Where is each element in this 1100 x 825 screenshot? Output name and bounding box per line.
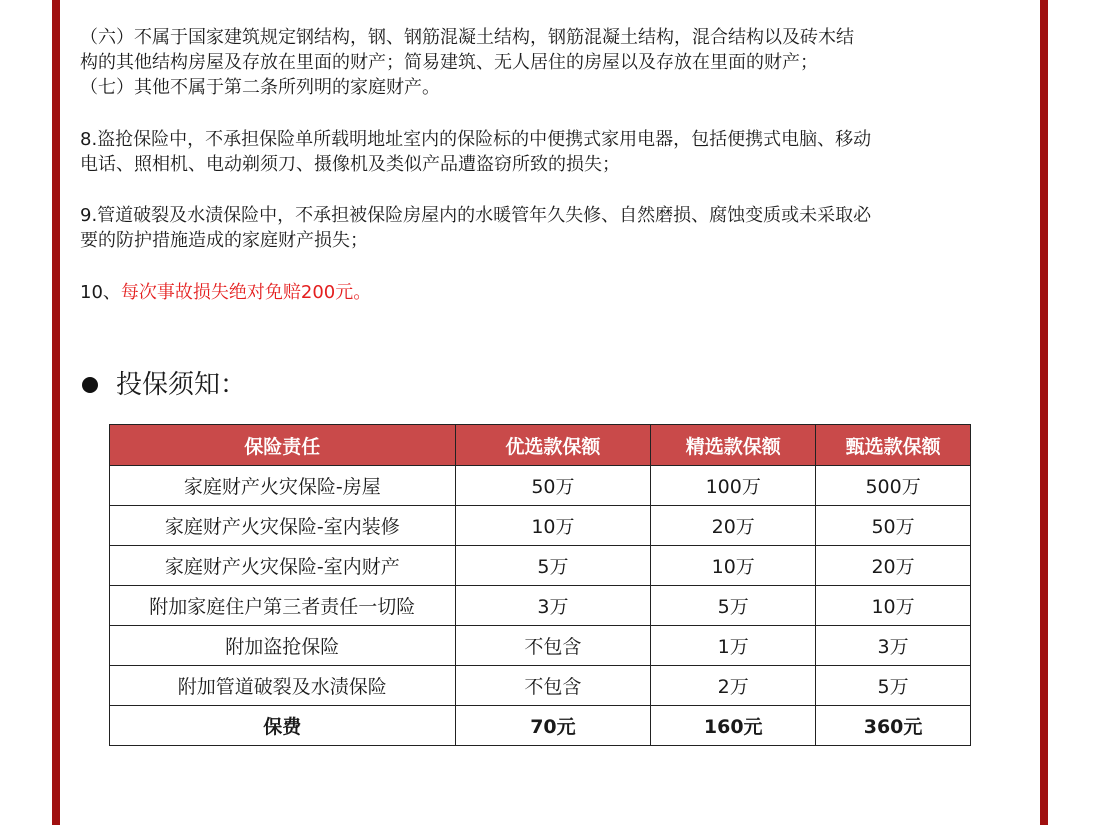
header-plan-standard: 精选款保额 bbox=[651, 425, 816, 466]
text-line: （六）不属于国家建筑规定钢结构，钢、钢筋混凝土结构，钢筋混凝土结构，混合结构以及砖木结 bbox=[80, 27, 854, 48]
table-cell: 1万 bbox=[651, 626, 816, 666]
table-cell: 家庭财产火灾保险-房屋 bbox=[110, 466, 456, 506]
table-cell: 10万 bbox=[651, 546, 816, 586]
table-cell: 10万 bbox=[816, 586, 971, 626]
exclusion-item-9 bbox=[80, 203, 1030, 253]
table-cell: 不包含 bbox=[455, 626, 651, 666]
text-line: 8.盗抢保险中，不承担保险单所载明地址室内的保险标的中便携式家用电器，包括便携式电脑、移动 bbox=[80, 129, 872, 150]
text-line: 构的其他结构房屋及存放在里面的财产；简易建筑、无人居住的房屋以及存放在里面的财产； bbox=[80, 52, 818, 73]
table-cell: 50万 bbox=[816, 506, 971, 546]
table-cell: 50万 bbox=[455, 466, 651, 506]
table-row bbox=[110, 666, 971, 706]
table-cell: 500万 bbox=[816, 466, 971, 506]
table-cell: 2万 bbox=[651, 666, 816, 706]
item-number: 10、 bbox=[80, 282, 121, 303]
premium-row bbox=[110, 706, 971, 746]
premium-premium: 360元 bbox=[816, 706, 971, 746]
table-cell: 20万 bbox=[651, 506, 816, 546]
table-row bbox=[110, 466, 971, 506]
header-plan-basic: 优选款保额 bbox=[455, 425, 651, 466]
exclusion-item-8 bbox=[80, 127, 1030, 177]
table-cell: 家庭财产火灾保险-室内装修 bbox=[110, 506, 456, 546]
text-line: 电话、照相机、电动剃须刀、摄像机及类似产品遭盗窃所致的损失； bbox=[80, 154, 620, 175]
table-cell: 3万 bbox=[455, 586, 651, 626]
table-cell: 附加管道破裂及水渍保险 bbox=[110, 666, 456, 706]
premium-label: 保费 bbox=[110, 706, 456, 746]
table-cell: 附加家庭住户第三者责任一切险 bbox=[110, 586, 456, 626]
text-line: 9.管道破裂及水渍保险中，不承担被保险房屋内的水暖管年久失修、自然磨损、腐蚀变质或未采取必 bbox=[80, 205, 872, 226]
table-cell: 5万 bbox=[455, 546, 651, 586]
table-row bbox=[110, 546, 971, 586]
table-cell: 20万 bbox=[816, 546, 971, 586]
table-cell: 5万 bbox=[651, 586, 816, 626]
header-plan-premium: 甄选款保额 bbox=[816, 425, 971, 466]
table-cell: 3万 bbox=[816, 626, 971, 666]
exclusion-item-10 bbox=[80, 280, 1030, 305]
table-row bbox=[110, 506, 971, 546]
section-title-text: 投保须知： bbox=[116, 370, 247, 400]
table-cell: 家庭财产火灾保险-室内财产 bbox=[110, 546, 456, 586]
header-coverage: 保险责任 bbox=[110, 425, 456, 466]
right-red-border bbox=[1040, 0, 1048, 825]
premium-basic: 70元 bbox=[455, 706, 651, 746]
text-line: （七）其他不属于第二条所列明的家庭财产。 bbox=[80, 77, 440, 98]
table-cell: 5万 bbox=[816, 666, 971, 706]
table-row bbox=[110, 626, 971, 666]
table-header-row bbox=[110, 425, 971, 466]
text-line: 要的防护措施造成的家庭财产损失； bbox=[80, 230, 368, 251]
table-cell: 10万 bbox=[455, 506, 651, 546]
table-cell: 附加盗抢保险 bbox=[110, 626, 456, 666]
table-row bbox=[110, 586, 971, 626]
left-red-border bbox=[52, 0, 60, 825]
bullet-icon bbox=[82, 377, 98, 393]
exclusion-item-6-7 bbox=[80, 25, 1030, 100]
table-cell: 不包含 bbox=[455, 666, 651, 706]
deductible-highlight: 每次事故损失绝对免赔200元。 bbox=[120, 282, 372, 303]
premium-standard: 160元 bbox=[651, 706, 816, 746]
section-heading bbox=[80, 367, 246, 403]
coverage-table bbox=[109, 424, 971, 746]
table-cell: 100万 bbox=[651, 466, 816, 506]
